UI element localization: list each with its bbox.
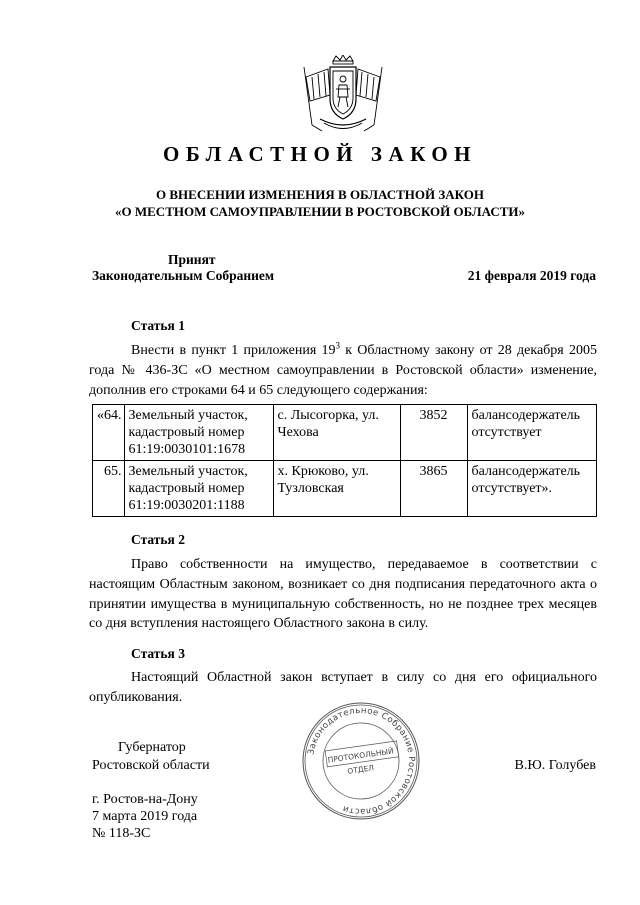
document-subtitle-line2: «О МЕСТНОМ САМОУПРАВЛЕНИИ В РОСТОВСКОЙ ОБЛАСТИ»	[115, 204, 525, 219]
coat-of-arms-icon	[300, 55, 386, 135]
adopted-date: 21 февраля 2019 года	[467, 268, 596, 283]
adopted-label: Принят	[168, 252, 216, 267]
stamp-outer-text: Законодательное Собрание Ростовской области	[306, 705, 417, 817]
footer-place: г. Ростов-на-Дону	[92, 792, 198, 807]
row-area: 3852	[400, 405, 467, 461]
row-area: 3865	[400, 461, 467, 517]
article1-heading: Статья 1	[131, 318, 185, 333]
article1-text	[89, 341, 597, 400]
footer-date: 7 марта 2019 года	[92, 809, 198, 824]
adopted-by: Законодательным Собранием	[92, 268, 275, 283]
article2-paragraph: Право собственности на имущество, передаваемое в соответствии с настоящим Областным законом, возникает со дня подписания передаточного акта о принятии имущества в муниципальную собственность, но не позднее трех месяцев со дня вступления настоящего Областного закона в силу.	[89, 557, 597, 632]
article3-paragraph: Настоящий Областной закон вступает в силу со дня его официального опубликования.	[89, 670, 597, 705]
row-number: «64.	[93, 405, 125, 461]
table-row	[93, 405, 597, 461]
row-number: 65.	[93, 461, 125, 517]
signatory-name: В.Ю. Голубев	[514, 758, 596, 773]
article2-heading: Статья 2	[131, 532, 185, 547]
row-description: Земельный участок, кадастровый номер 61:19:0030201:1188	[124, 461, 273, 517]
article2-text	[89, 555, 597, 634]
row-description: Земельный участок, кадастровый номер 61:19:0030101:1678	[124, 405, 273, 461]
signatory-position-line1: Губернатор	[118, 740, 186, 755]
article3-heading: Статья 3	[131, 646, 185, 661]
article1-text-part2: к Областному закону от 28 декабря 2005 года № 436-ЗС «О местном самоуправлении в Ростовской области» изменение, дополнив его строками 64 и 65 следующего содержания:	[89, 343, 597, 398]
official-stamp	[300, 700, 422, 822]
footer-number: № 118-ЗС	[92, 826, 151, 841]
row-address: х. Крюково, ул. Тузловская	[273, 461, 400, 517]
row-holder: балансодержатель отсутствует».	[467, 461, 597, 517]
article1-sup: 3	[335, 340, 341, 351]
article1-text-part1: Внести в пункт 1 приложения 19	[131, 343, 336, 358]
stamp-inner-line2: ОТДЕЛ	[346, 763, 375, 776]
row-holder: балансодержатель отсутствует	[467, 405, 597, 461]
table-row	[93, 461, 597, 517]
document-subtitle-line1: О ВНЕСЕНИИ ИЗМЕНЕНИЯ В ОБЛАСТНОЙ ЗАКОН	[156, 187, 484, 202]
land-plots-table	[92, 404, 597, 517]
row-address: с. Лысогорка, ул. Чехова	[273, 405, 400, 461]
stamp-inner-line1: ПРОТОКОЛЬНЫЙ	[327, 746, 395, 765]
signatory-position-line2: Ростовской области	[92, 758, 210, 773]
document-title: ОБЛАСТНОЙ ЗАКОН	[162, 142, 477, 166]
